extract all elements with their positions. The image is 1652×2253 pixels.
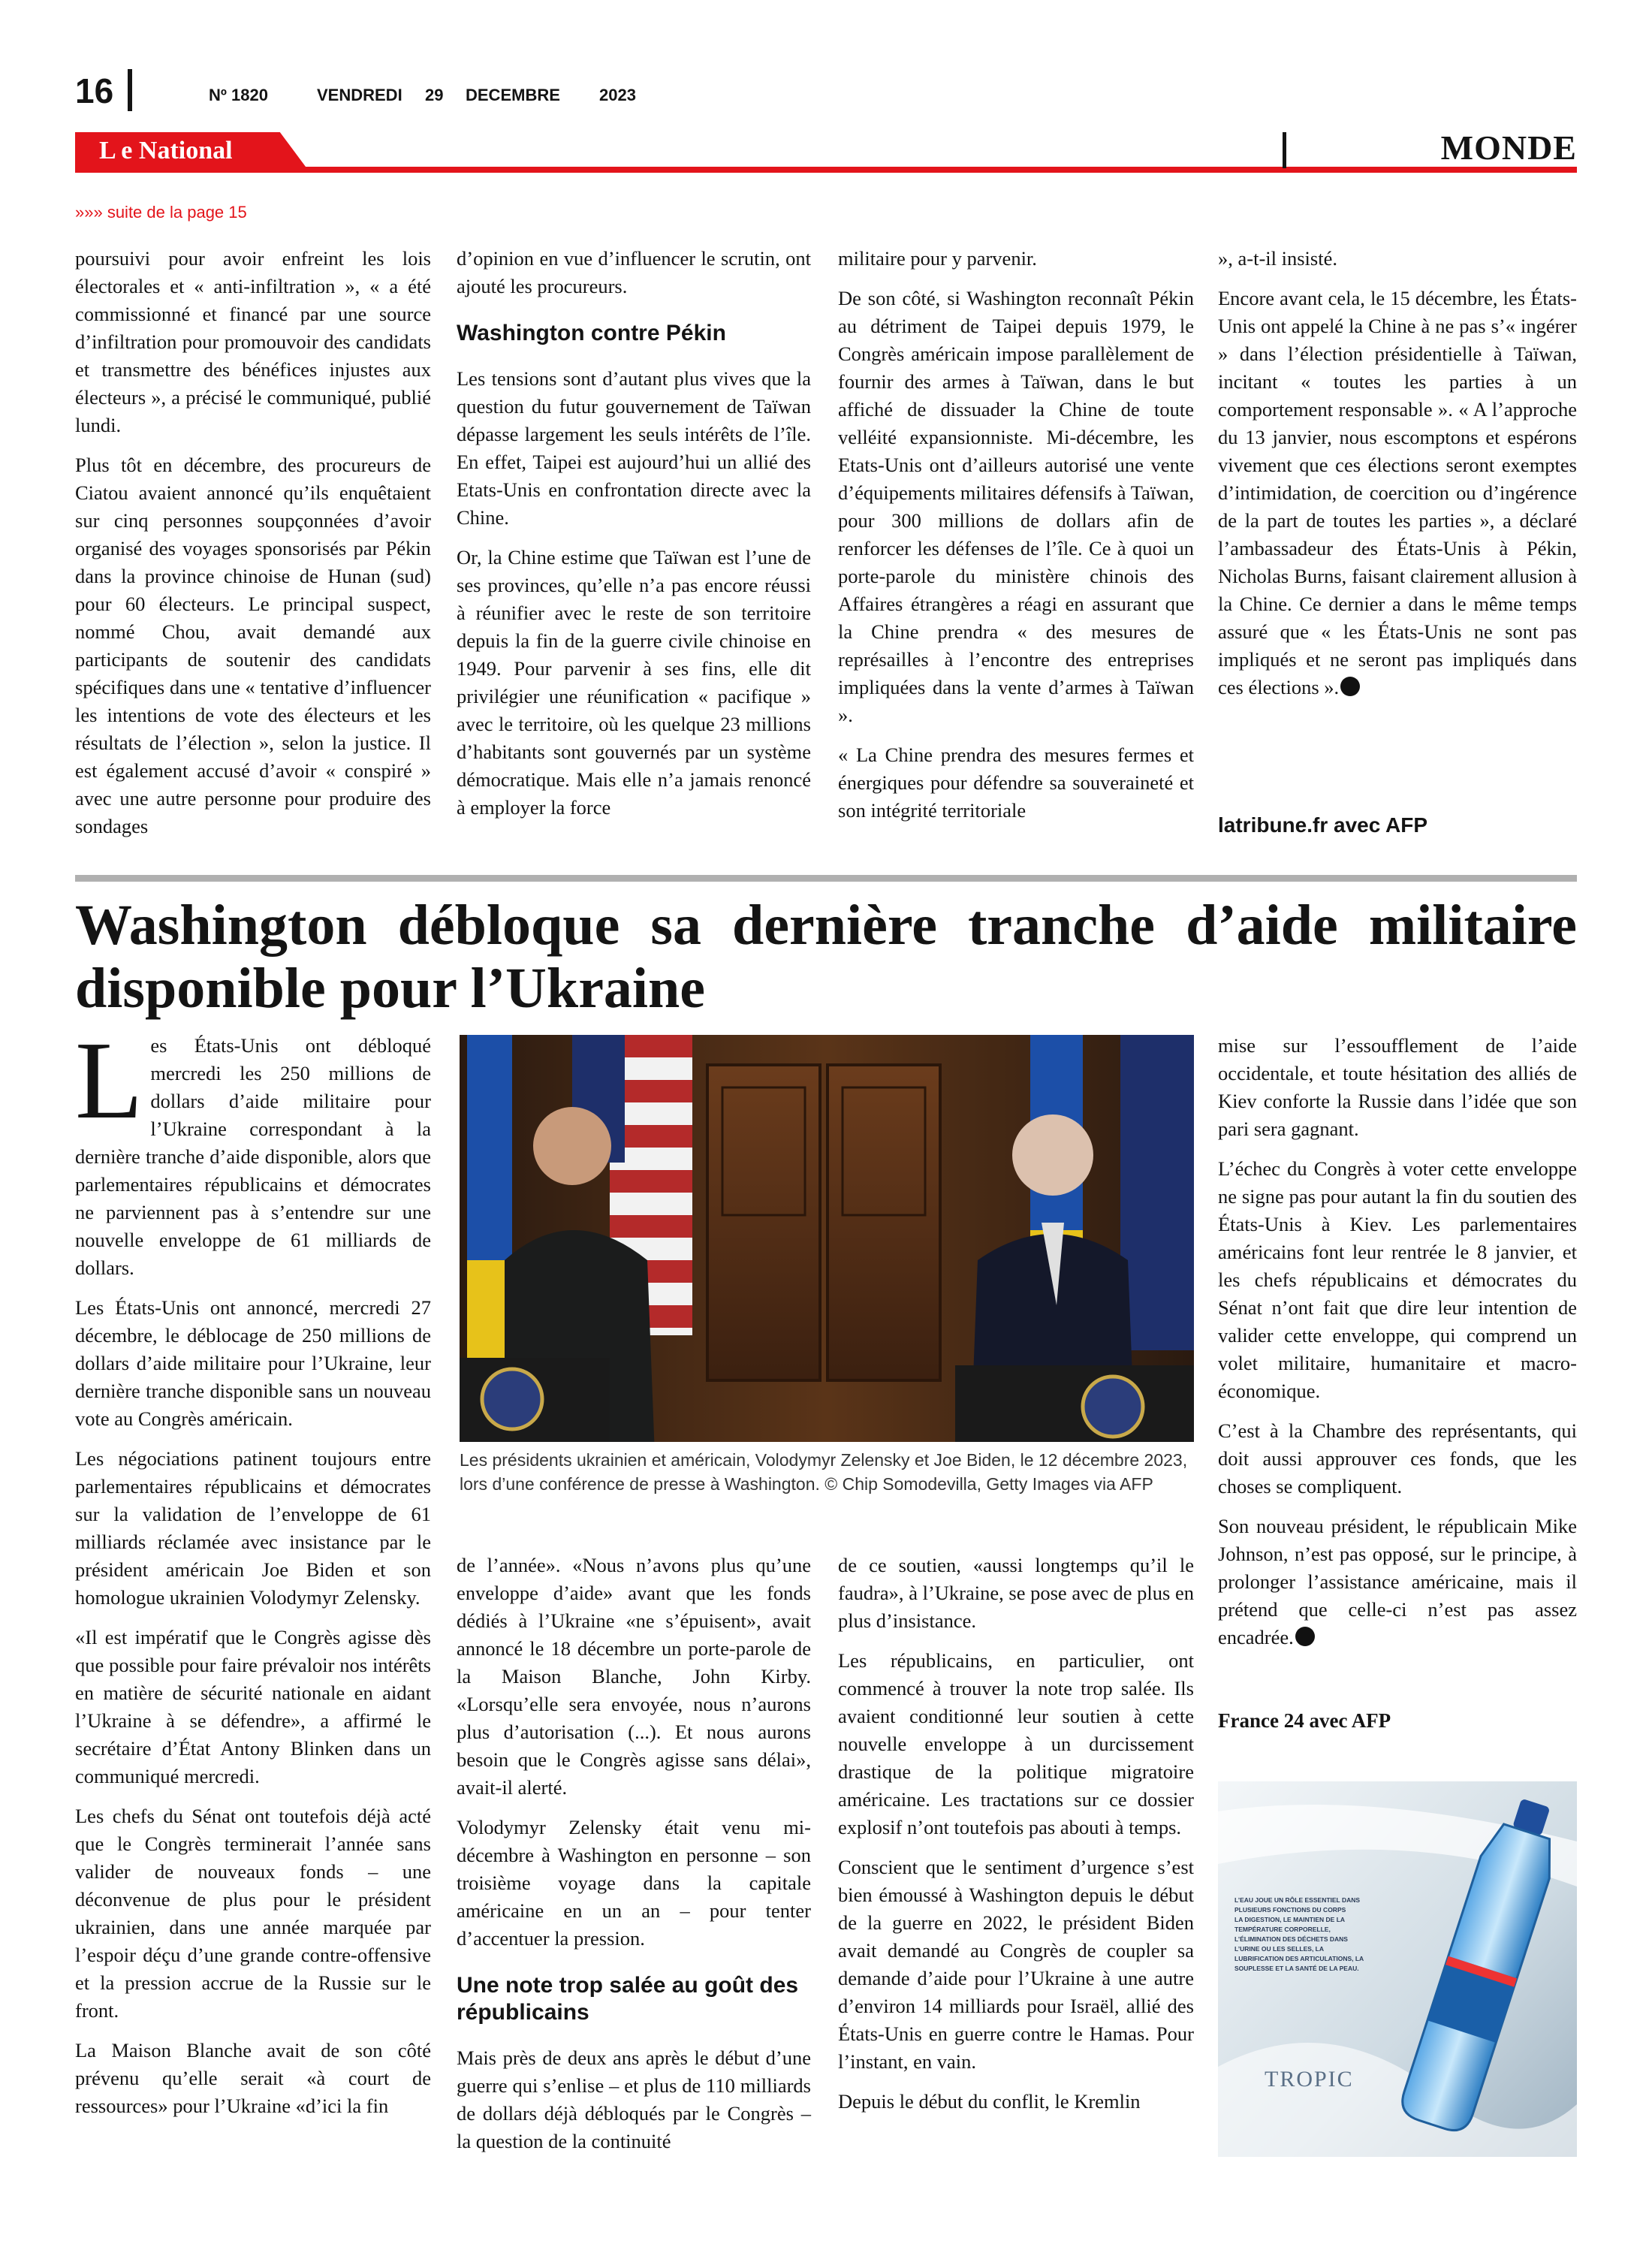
paragraph: Les négociations patinent toujours entre parlementaires républicains et démocrates sur la validation de l’enveloppe de 61 milliards réclamée avec insistance par le président américain Joe Biden et son homologue ukrainien Volodymyr Zelensky.: [75, 1447, 431, 1609]
paragraph: Plus tôt en décembre, des procureurs de Ciatou avaient annoncé qu’ils enquêtaient sur cinq personnes soupçonnées d’avoir organisé des voyages sponsorisés par Pékin dans la province chinoise de Hunan (sud) pour 60 électeurs. Le principal suspect, nommé Chou, avait demandé aux participants de soutenir des candidats spécifiques dans une « tentative d’influencer les intentions de vote des électeurs et les résultats de l’élection », selon la justice. Il est également accusé d’avoir « conspiré » avec une autre personne pour produire des sondages: [75, 454, 431, 837]
publication-name: L e National: [99, 137, 233, 164]
issue-number: Nº 1820: [209, 86, 268, 104]
paragraph: Volodymyr Zelensky était venu mi-décembre à Washington en personne – son troisième voyage dans la capitale américaine en un an – pour tenter d’accentuer la pression.: [457, 1816, 811, 1950]
page-number: 16: [75, 71, 114, 110]
paragraph: Les tensions sont d’autant plus vives que la question du futur gouvernement de Taïwan dépasse largement les seuls intérêts de l’île. En effet, Taipei est aujourd’hui un allié des Etats-Unis en confrontation directe avec la Chine.: [457, 367, 811, 529]
paragraph: de l’année». «Nous n’avons plus qu’une enveloppe d’aide» avant que les fonds dédiés à l’Ukraine «ne s’épuisent», avait annoncé le 18 décembre un porte-parole de la Maison Blanche, John Kirby. «Lorsqu’elle sera envoyée, nous n’aurons plus d’autorisation (...). Et nous aurons besoin que le Congrès agisse sans délai», avait-il alerté.: [457, 1554, 811, 1799]
paragraph-text: Encore avant cela, le 15 décembre, les États-Unis ont appelé la Chine à ne pas s’« ingérer » dans l’élection présidentielle à Taïwan, incitant « toutes les parties à un comportement responsable ». « A l’approche du 13 janvier, nous escomptons et espérons vivement que ces élections seront exemptes d’intimidation, de coercition ou d’ingérence de la part de toutes les parties », a déclaré l’ambassadeur des États-Unis à Pékin, Nicholas Burns, faisant clairement allusion à la Chine. Ce dernier a dans le même temps assuré que « les États-Unis ne sont pas impliqués et ne seront pas impliqués dans ces élections ».: [1218, 287, 1577, 698]
subheading: Une note trop salée au goût des républicains: [457, 1973, 799, 2025]
paragraph: La Maison Blanche avait de son côté prévenu qu’elle serait «à court de ressources» pour l’Ukraine «d’ici la fin: [75, 2039, 431, 2117]
paragraph: Or, la Chine estime que Taïwan est l’une de ses provinces, qu’elle n’a pas encore réussi à réunifier avec le reste de son territoire depuis la fin de la guerre civile chinoise en 1949. Pour parvenir à ses fins, elle dit privilégier une réunification « pacifique » avec le territoire, où les quelque 23 millions d’habitants sont gouvernés par un système démocratique. Mais elle n’a jamais renoncé à employer la force: [457, 546, 811, 819]
article-divider: [75, 875, 1577, 882]
article1-credit: latribune.fr avec AFP: [1218, 813, 1428, 837]
ad-text-line: LA DIGESTION, LE MAINTIEN DE LA: [1234, 1916, 1346, 1923]
paragraph: Les États-Unis ont annoncé, mercredi 27 décembre, le déblocage de 250 millions de dollars d’aide militaire pour l’Ukraine, leur dernière tranche disponible sans un nouveau vote au Congrès américain.: [75, 1296, 431, 1430]
paragraph: L’échec du Congrès à voter cette enveloppe ne signe pas pour autant la fin du soutien des États-Unis à Kiev. Les parlementaires américains font leur rentrée le 8 janvier, et les chefs républicains et démocrates du Sénat n’ont fait que dire leur intention de valider cette enveloppe, qui comprend un volet militaire, humanitaire et macro-économique.: [1218, 1157, 1577, 1402]
section-title: MONDE: [1440, 128, 1577, 167]
paragraph: militaire pour y parvenir.: [838, 247, 1037, 270]
paragraph: [1218, 1513, 1577, 1651]
section-divider: [1283, 132, 1286, 168]
article2-column-2: [457, 1552, 811, 2167]
ad-text-line: SOUPLESSE ET LA SANTÉ DE LA PEAU.: [1234, 1965, 1359, 1972]
ad-text-line: LUBRIFICATION DES ARTICULATIONS, LA: [1234, 1955, 1364, 1962]
paragraph: «Il est impératif que le Congrès agisse dès que possible pour faire prévaloir nos intérêts en matière de sécurité nationale en aidant l’Ukraine à se défendre», a affirmé le secrétaire d’État Antony Blinken dans un communiqué mercredi.: [75, 1626, 431, 1787]
article2-headline: Washington débloque sa dernière tranche d’aide militaire disponible pour l’Ukraine: [75, 894, 1577, 1020]
page-number-divider: [128, 69, 132, 111]
article1-column-2: [457, 245, 811, 834]
paragraph: d’opinion en vue d’influencer le scrutin, ont ajouté les procureurs.: [457, 247, 811, 297]
drop-cap: L: [75, 1019, 143, 1142]
header-rule: [75, 167, 1577, 173]
article1-column-3: [838, 245, 1194, 837]
article2-column-4: [1218, 1032, 1577, 1663]
paragraph: De son côté, si Washington reconnaît Pékin au détriment de Taipei depuis 1979, le Congrès américain impose parallèlement de fournir des armes à Taïwan, dans le but affiché de dissuader la Chine de toute velléité expansionniste. Mi-décembre, les Etats-Unis ont d’ailleurs autorisé une vente d’équipements militaires défensifs à Taïwan, pour 300 millions de dollars afin de renforcer les défenses de l’île. Ce à quoi un porte-parole du ministère chinois des Affaires étrangères a réagi en assurant que la Chine prendra « des mesures de représailles à l’encontre des entreprises impliquées dans la vente d’armes à Taïwan ».: [838, 287, 1194, 726]
issue-day: VENDREDI: [317, 86, 402, 104]
paragraph: « La Chine prendra des mesures fermes et énergiques pour défendre sa souveraineté et son intégrité territoriale: [838, 743, 1194, 822]
paragraph: C’est à la Chambre des représentants, qui doit aussi approuver ces fonds, que les choses se compliquent.: [1218, 1419, 1577, 1497]
article1-column-4: [1218, 245, 1577, 713]
issue-date: 29: [425, 86, 444, 104]
end-mark-icon: [1295, 1627, 1315, 1646]
paragraph: Les républicains, en particulier, ont commencé à trouver la note trop salée. Ils avaient conditionné leur soutien à cette nouvelle enveloppe à un durcissement drastique de la politique migratoire américaine. Les tractations sur ce dossier explosif n’ont toutefois pas abouti à temps.: [838, 1649, 1194, 1838]
ad-text-block: [1234, 1896, 1430, 1974]
lead-paragraph: [75, 1019, 431, 1282]
ad-text-line: L’ÉLIMINATION DES DÉCHETS DANS: [1234, 1935, 1348, 1943]
paragraph: Depuis le début du conflit, le Kremlin: [838, 2090, 1141, 2113]
article1-column-1: [75, 245, 431, 852]
ad-text-line: L’URINE OU LES SELLES, LA: [1234, 1945, 1325, 1953]
article2-column-3: [838, 1552, 1194, 2128]
subheading: Washington contre Pékin: [457, 321, 726, 345]
paragraph-text: Son nouveau président, le républicain Mike Johnson, n’est pas opposé, sur le principe, à prolonger l’assistance américaine, mais il prétend que celle-ci n’est pas assez encadrée.: [1218, 1515, 1577, 1648]
ad-text-line: L’EAU JOUE UN RÔLE ESSENTIEL DANS: [1234, 1896, 1361, 1904]
continued-from: »»» suite de la page 15: [75, 203, 247, 222]
press-conference-photo: [460, 1035, 1194, 1442]
paragraph: Les chefs du Sénat ont toutefois déjà acté que le Congrès terminerait l’année sans valider de nouveaux fonds – une déconvenue de plus pour le président ukrainien, dans une année marquée par l’espoir déçu d’une grande contre-offensive et la pression accrue de la Russie sur le front.: [75, 1805, 431, 2022]
photo-illustration: [460, 1035, 1194, 1442]
paragraph: Conscient que le sentiment d’urgence s’est bien émoussé à Washington depuis le début de la guerre en 2022, le président Biden avait demandé au Congrès de coupler sa demande d’aide pour l’Ukraine à une autre d’environ 14 milliards pour Israël, allié des États-Unis en guerre contre le Hamas. Pour l’instant, en vain.: [838, 1856, 1194, 2073]
ad-text-line: TEMPÉRATURE CORPORELLE,: [1234, 1926, 1331, 1933]
paragraph: mise sur l’essoufflement de l’aide occidentale, et toute hésitation des alliés de Kiev conforte la Russie dans l’idée que son pari sera gagnant.: [1218, 1034, 1577, 1140]
issue-month: DECEMBRE: [466, 86, 560, 104]
paragraph-text: es États-Unis ont débloqué mercredi les 250 millions de dollars d’aide militaire pour l’Ukraine correspondant à la dernière tranche d’aide disponible, alors que parlementaires républicains et démocrates ne parviennent pas à s’entendre sur une nouvelle enveloppe de 61 milliards de dollars.: [75, 1034, 431, 1279]
issue-year: 2023: [599, 86, 636, 104]
paragraph: Mais près de deux ans après le début d’une guerre qui s’enlise – et plus de 110 milliards de dollars déjà débloqués par le Congrès – la question de la continuité: [457, 2046, 811, 2152]
paragraph: poursuivi pour avoir enfreint les lois électorales et « anti-infiltration », « a été commissionné et financé par une source d’infiltration pour promouvoir des candidats et transmettre des bénéfices injustes aux électeurs », a précisé le communiqué, publié lundi.: [75, 247, 431, 436]
article2-credit: France 24 avec AFP: [1218, 1709, 1391, 1732]
ad-text-line: PLUSIEURS FONCTIONS DU CORPS: [1234, 1906, 1346, 1914]
paragraph: de ce soutien, «aussi longtemps qu’il le faudra», à l’Ukraine, se pose avec de plus en plus d’insistance.: [838, 1554, 1194, 1632]
paragraph: », a-t-il insisté.: [1218, 247, 1337, 270]
ad-brand-logo: TROPIC: [1265, 2067, 1354, 2092]
paragraph: [1218, 285, 1577, 701]
end-mark-icon: [1340, 677, 1360, 696]
water-advertisement: [1218, 1781, 1577, 2157]
photo-caption: Les présidents ukrainien et américain, Volodymyr Zelensky et Joe Biden, le 12 décembre 2023, lors d’une conférence de presse à Washington. © Chip Somodevilla, Getty Images via AFP: [460, 1450, 1188, 1494]
article2-column-1: [75, 1019, 431, 2132]
